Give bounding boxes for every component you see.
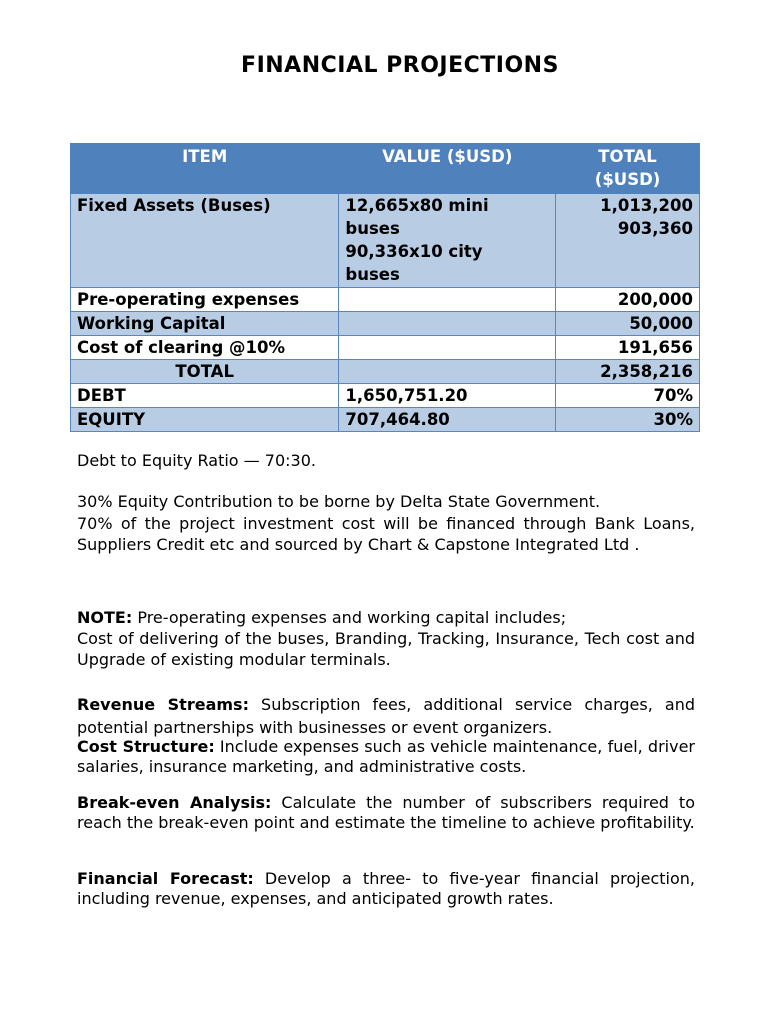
row-value: 707,464.80 bbox=[339, 408, 556, 432]
header-total bbox=[556, 144, 700, 194]
row-item: EQUITY bbox=[71, 408, 339, 432]
break-even-text: Calculate the number of subscribers required to reach the break-even point and estimate the timeline to achieve profitability. bbox=[77, 793, 695, 832]
table-row bbox=[71, 384, 700, 408]
equity-contribution-paragraph: 30% Equity Contribution to be borne by Delta State Government. bbox=[77, 492, 601, 511]
header-total-line: ($USD) bbox=[594, 170, 661, 189]
header-item: ITEM bbox=[71, 144, 339, 194]
row-item: TOTAL bbox=[71, 360, 339, 384]
row-total: 70% bbox=[556, 384, 700, 408]
row-total bbox=[556, 194, 700, 288]
revenue-text: Subscription fees, additional service charges, and potential partnerships with businesses or event organizers. bbox=[77, 695, 695, 737]
row-total: 200,000 bbox=[556, 288, 700, 312]
row-total: 191,656 bbox=[556, 336, 700, 360]
note-detail-paragraph: Cost of delivering of the buses, Branding, Tracking, Insurance, Tech cost and Upgrade of existing modular terminals. bbox=[77, 629, 695, 669]
ratio-paragraph: Debt to Equity Ratio — 70:30. bbox=[77, 451, 316, 470]
table-header-row bbox=[71, 144, 700, 194]
row-item: Working Capital bbox=[71, 312, 339, 336]
row-total: 2,358,216 bbox=[556, 360, 700, 384]
row-total: 30% bbox=[556, 408, 700, 432]
row-value bbox=[339, 360, 556, 384]
value-line: 90,336x10 city bbox=[345, 242, 483, 261]
table-row bbox=[71, 312, 700, 336]
page-title: FINANCIAL PROJECTIONS bbox=[241, 53, 559, 78]
total-line: 1,013,200 bbox=[600, 196, 693, 215]
revenue-label: Revenue Streams: bbox=[77, 695, 249, 714]
revenue-streams-paragraph bbox=[77, 693, 695, 739]
header-total-line: TOTAL bbox=[598, 147, 657, 166]
row-item: Pre-operating expenses bbox=[71, 288, 339, 312]
row-item: Fixed Assets (Buses) bbox=[71, 194, 339, 288]
row-value bbox=[339, 336, 556, 360]
cost-label: Cost Structure: bbox=[77, 737, 215, 756]
financial-forecast-paragraph bbox=[77, 869, 695, 909]
header-value: VALUE ($USD) bbox=[339, 144, 556, 194]
cost-text: Include expenses such as vehicle maintenance, fuel, driver salaries, insurance marketing, and administrative costs. bbox=[77, 737, 695, 776]
value-line: buses bbox=[345, 219, 400, 238]
row-value: 1,650,751.20 bbox=[339, 384, 556, 408]
row-value bbox=[339, 312, 556, 336]
cost-structure-paragraph bbox=[77, 737, 695, 777]
note-paragraph bbox=[77, 607, 695, 628]
row-item: DEBT bbox=[71, 384, 339, 408]
note-label: NOTE: bbox=[77, 608, 133, 627]
row-item: Cost of clearing @10% bbox=[71, 336, 339, 360]
financial-projections-table bbox=[70, 143, 700, 432]
table-row bbox=[71, 194, 700, 288]
row-value bbox=[339, 288, 556, 312]
break-even-label: Break-even Analysis: bbox=[77, 793, 272, 812]
financing-paragraph: 70% of the project investment cost will be financed through Bank Loans, Suppliers Credit etc and sourced by Chart & Capstone Integrated Ltd . bbox=[77, 514, 695, 554]
table-row bbox=[71, 336, 700, 360]
value-line: buses bbox=[345, 265, 400, 284]
total-line: 903,360 bbox=[617, 219, 693, 238]
value-line: 12,665x80 mini bbox=[345, 196, 489, 215]
row-total: 50,000 bbox=[556, 312, 700, 336]
break-even-paragraph bbox=[77, 793, 695, 833]
table-row bbox=[71, 408, 700, 432]
table-row bbox=[71, 288, 700, 312]
note-text: Pre-operating expenses and working capital includes; bbox=[132, 608, 567, 627]
table-row-total bbox=[71, 360, 700, 384]
row-value bbox=[339, 194, 556, 288]
forecast-text: Develop a three- to five-year financial projection, including revenue, expenses, and anticipated growth rates. bbox=[77, 869, 695, 908]
forecast-label: Financial Forecast: bbox=[77, 869, 254, 888]
